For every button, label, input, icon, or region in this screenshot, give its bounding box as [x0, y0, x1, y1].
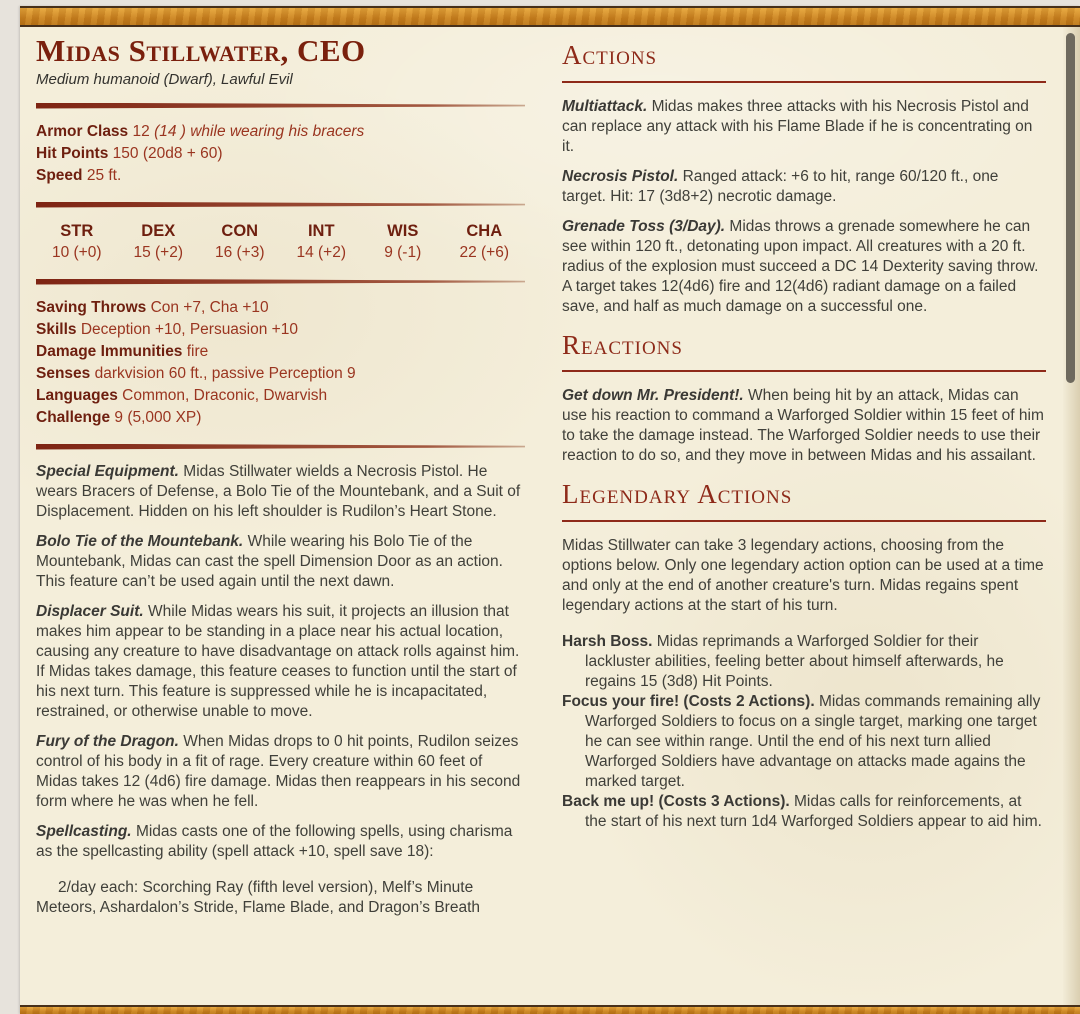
creature-type: Medium humanoid (Dwarf), Lawful Evil: [36, 70, 293, 88]
ability-name: DEX: [141, 221, 176, 240]
reaction-get-down: [562, 386, 1046, 466]
feature-text: While wearing his Bolo Tie of the Mountebank, Midas can cast the spell Dimension Door as an action. This feature can’t be used again until the next dawn.: [36, 532, 503, 590]
statblock-content: [36, 27, 1064, 933]
taper-divider: [36, 103, 525, 109]
stat-label: Challenge: [36, 408, 111, 426]
ability-name: INT: [307, 221, 335, 240]
ability-score: 14 (+2): [296, 243, 347, 261]
action-name: Multiattack.: [562, 97, 648, 115]
legendary-text: Midas commands remaining ally Warforged Soldiers to focus on a single target, marking one target he can see within range. Until the end of his next turn allied Warforged Soldiers have advantage on attacks made agains the marked target.: [585, 693, 1041, 791]
section-heading-reactions: Reactions: [562, 329, 683, 360]
action-name: Necrosis Pistol.: [562, 167, 679, 185]
armor-class-note: (14 ) while wearing his bracers: [154, 122, 365, 140]
stat-value: Common, Draconic, Dwarvish: [122, 386, 328, 404]
ability-cha: [444, 220, 526, 264]
stat-label: Saving Throws: [36, 298, 147, 316]
stat-label: Skills: [36, 320, 77, 338]
legendary-intro: Midas Stillwater can take 3 legendary actions, choosing from the options below. Only one legendary action option can be used at a time and only at the end of another creature's turn. Midas regains spent legendary actions at the start of his turn.: [562, 537, 1044, 615]
action-text: Midas makes three attacks with his Necrosis Pistol and can replace any attack with his Flame Blade if he is concentrating on it.: [562, 97, 1033, 155]
stat-value: Con +7, Cha +10: [150, 298, 269, 316]
ability-name: WIS: [387, 221, 419, 240]
hit-points-row: [36, 143, 525, 165]
ability-name: CHA: [466, 221, 503, 240]
action-necrosis-pistol: [562, 167, 1046, 207]
speed-row: [36, 165, 525, 187]
heading-rule: [562, 520, 1046, 522]
feature-special-equipment: [36, 462, 525, 522]
stat-value: Deception +10, Persuasion +10: [80, 320, 298, 338]
feature-text: Midas Stillwater wields a Necrosis Pistol. He wears Bracers of Defense, a Bolo Tie of the Mountebank, and a Suit of Displacement. Hidden on his left shoulder is Rudilon’s Heart Stone.: [36, 462, 521, 520]
reaction-text: When being hit by an attack, Midas can use his reaction to command a Warforged Soldier within 15 feet of him to take the damage instead. The Warforged Soldier needs to use their reaction to do so, and they move in between Midas and his assailant.: [562, 387, 1044, 465]
taper-divider: [36, 279, 525, 285]
feature-text: When Midas drops to 0 hit points, Rudilon seizes control of his body in a fit of rage. Every creature within 60 feet of Midas takes 12 (4d6) fire damage. Midas then reappears in his second form where he was when he fell.: [36, 732, 521, 810]
top-border-bar: [20, 6, 1080, 27]
stat-row-challenge: [36, 407, 525, 429]
speed-value: 25 ft.: [86, 166, 122, 184]
legendary-name: Harsh Boss.: [562, 633, 653, 651]
action-text: Ranged attack: +6 to hit, range 60/120 ft., one target. Hit: 17 (3d8+2) necrotic damage.: [562, 167, 999, 205]
feature-bolo-tie: [36, 532, 525, 592]
stat-value: darkvision 60 ft., passive Perception 9: [94, 364, 356, 382]
ability-int: [281, 220, 363, 264]
legendary-harsh-boss: [562, 632, 1046, 692]
taper-divider: [36, 444, 525, 450]
scrollbar-thumb[interactable]: [1066, 33, 1075, 383]
taper-divider: [36, 202, 525, 208]
legendary-name: Back me up! (Costs 3 Actions).: [562, 793, 790, 811]
spell-list: 2/day each: Scorching Ray (fifth level version), Melf’s Minute Meteors, Ashardalon’s Stride, Flame Blade, and Dragon’s Breath: [36, 878, 481, 916]
ability-score: 9 (-1): [384, 243, 422, 261]
ability-dex: [118, 220, 200, 264]
stat-value: fire: [186, 342, 209, 360]
ability-score: 16 (+3): [214, 243, 265, 261]
feature-fury-of-the-dragon: [36, 732, 525, 812]
heading-rule: [562, 370, 1046, 372]
ability-name: STR: [60, 221, 94, 240]
ability-name: CON: [221, 221, 259, 240]
action-multiattack: [562, 97, 1046, 157]
feature-name: Fury of the Dragon.: [36, 732, 179, 750]
feature-spellcasting: [36, 822, 525, 862]
legendary-back-me-up: [562, 792, 1046, 832]
right-column: [562, 27, 1046, 933]
ability-wis: [362, 220, 444, 264]
reaction-name: Get down Mr. President!.: [562, 387, 744, 405]
legendary-text: Midas calls for reinforcements, at the start of his next turn 1d4 Warforged Soldiers appear to aid him.: [585, 793, 1042, 831]
statblock-page: [20, 6, 1080, 1014]
feature-text: While Midas wears his suit, it projects an illusion that makes him appear to be standing in a place near his actual location, causing any creature to have disadvantage on attack rolls against him. If Midas takes damage, this feature ceases to function until the start of his next turn. This feature is suppressed while he is incapacitated, restrained, or otherwise unable to move.: [36, 602, 520, 720]
legendary-text: Midas reprimands a Warforged Soldier for their lackluster abilities, feeling better about himself afterwards, he regains 15 (3d8) Hit Points.: [585, 633, 1004, 691]
armor-class-label: Armor Class: [36, 122, 129, 140]
armor-class-value: 12: [132, 122, 150, 140]
ability-score: 15 (+2): [133, 243, 184, 261]
feature-displacer-suit: [36, 602, 525, 722]
stat-label: Senses: [36, 364, 91, 382]
ability-str: [36, 220, 118, 264]
creature-name: Midas Stillwater, CEO: [36, 33, 366, 68]
feature-name: Displacer Suit.: [36, 602, 144, 620]
feature-text: Midas casts one of the following spells, using charisma as the spellcasting ability (spell attack +10, spell save 18):: [36, 822, 513, 860]
stat-row-saving-throws: [36, 297, 525, 319]
hit-points-label: Hit Points: [36, 144, 109, 162]
stat-value: 9 (5,000 XP): [114, 408, 202, 426]
ability-score: 10 (+0): [51, 243, 102, 261]
action-text: Midas throws a grenade somewhere he can see within 120 ft., detonating upon impact. All creatures with a 20 ft. radius of the explosion must succeed a DC 14 Dexterity saving throw. A target takes 12(4d6) fire and 12(4d6) radiant damage on a failed save, and half as much damage on a successful one.: [562, 217, 1039, 315]
action-name: Grenade Toss (3/Day).: [562, 217, 726, 235]
ability-score: 22 (+6): [459, 243, 510, 261]
feature-name: Special Equipment.: [36, 462, 179, 480]
left-column: [36, 27, 525, 933]
stat-label: Languages: [36, 386, 118, 404]
section-heading-actions: Actions: [562, 40, 658, 70]
section-heading-legendary-actions: Legendary Actions: [562, 479, 793, 510]
speed-label: Speed: [36, 166, 83, 184]
stat-row-skills: [36, 319, 525, 341]
ability-con: [199, 220, 281, 264]
ability-table: [36, 220, 525, 264]
bottom-border-bar: [20, 1005, 1080, 1014]
stat-row-languages: [36, 385, 525, 407]
stat-row-senses: [36, 363, 525, 385]
feature-name: Spellcasting.: [36, 822, 132, 840]
feature-name: Bolo Tie of the Mountebank.: [36, 532, 244, 550]
stat-label: Damage Immunities: [36, 342, 183, 360]
legendary-name: Focus your fire! (Costs 2 Actions).: [562, 693, 815, 711]
legendary-focus-your-fire: [562, 692, 1046, 792]
heading-rule: [562, 81, 1046, 83]
action-grenade-toss: [562, 217, 1046, 317]
hit-points-value: 150 (20d8 + 60): [112, 144, 223, 162]
armor-class-row: [36, 121, 525, 143]
stat-row-damage-immunities: [36, 341, 525, 363]
